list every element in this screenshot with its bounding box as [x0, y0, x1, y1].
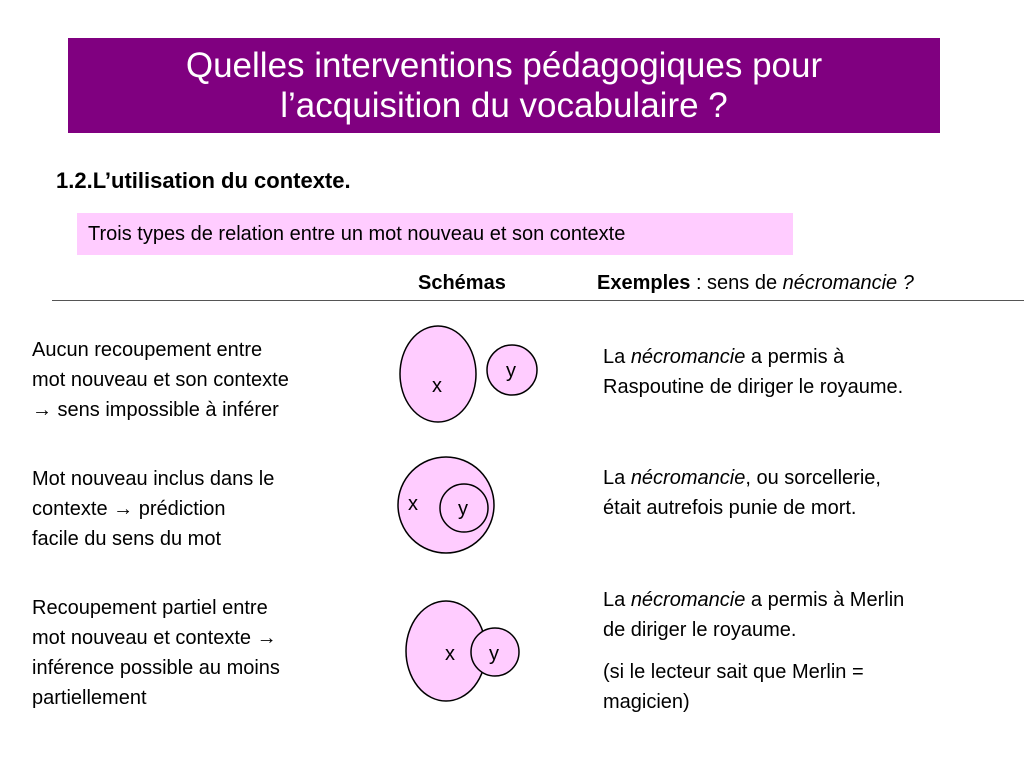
row-2-desc-text-a: contexte — [32, 498, 114, 520]
exemples-header-bold: Exemples — [597, 272, 691, 294]
example-prefix: La — [603, 346, 631, 368]
schemas-header: Schémas — [418, 272, 506, 294]
row-2-desc-text-b: prédiction — [133, 498, 226, 520]
row-3-desc-line-3: inférence possible au moins — [32, 657, 280, 679]
arrow-icon: → — [256, 627, 277, 649]
section-heading: 1.2.L’utilisation du contexte. — [56, 168, 351, 193]
relation-types-banner: Trois types de relation entre un mot nouveau et son contexte — [77, 213, 793, 255]
venn-disjoint — [400, 326, 537, 422]
example-keyword: nécromancie — [630, 589, 746, 611]
row-3-example-line-2: de diriger le royaume. — [603, 619, 797, 641]
row-3-desc-line-1: Recoupement partiel entre — [32, 597, 268, 619]
exemples-header-italic: nécromancie ? — [782, 272, 914, 294]
row-2-desc-line-3: facile du sens du mot — [32, 528, 221, 550]
row-1-desc-line-2: mot nouveau et son contexte — [32, 369, 289, 391]
venn-inclusion — [398, 457, 494, 553]
title-line-2: l’acquisition du vocabulaire ? — [280, 85, 728, 125]
example-suffix: , ou sorcellerie, — [745, 467, 881, 489]
label-y: y — [489, 643, 499, 665]
row-3-desc-line-4: partiellement — [32, 687, 147, 709]
context-circle-x — [400, 326, 476, 422]
title-line-1: Quelles interventions pédagogiques pour — [185, 45, 823, 85]
arrow-icon: → — [113, 498, 134, 520]
note-line-2: magicien) — [603, 691, 690, 713]
row-3-desc-text: mot nouveau et contexte — [32, 627, 257, 649]
venn-partial-overlap — [406, 601, 519, 701]
row-1-example-line-2: Raspoutine de diriger le royaume. — [603, 376, 904, 398]
label-x: x — [408, 493, 418, 515]
row-1-desc-text: sens impossible à inférer — [52, 399, 279, 421]
note-line-1: (si le lecteur sait que Merlin = — [603, 661, 864, 683]
label-x: x — [432, 375, 442, 397]
arrow-icon: → — [32, 399, 52, 421]
example-keyword: nécromancie — [630, 346, 746, 368]
row-1-desc-line-1: Aucun recoupement entre — [32, 339, 263, 361]
label-y: y — [506, 360, 516, 382]
example-suffix: a permis à — [745, 346, 845, 368]
example-suffix: a permis à Merlin — [745, 589, 905, 611]
label-x: x — [445, 643, 455, 665]
exemples-header-text: : sens de — [690, 272, 783, 294]
example-keyword: nécromancie — [630, 467, 746, 489]
example-prefix: La — [603, 589, 631, 611]
example-prefix: La — [603, 467, 631, 489]
row-2-desc-line-1: Mot nouveau inclus dans le — [32, 468, 275, 490]
label-y: y — [458, 498, 468, 520]
row-2-example-line-2: était autrefois punie de mort. — [603, 497, 857, 519]
